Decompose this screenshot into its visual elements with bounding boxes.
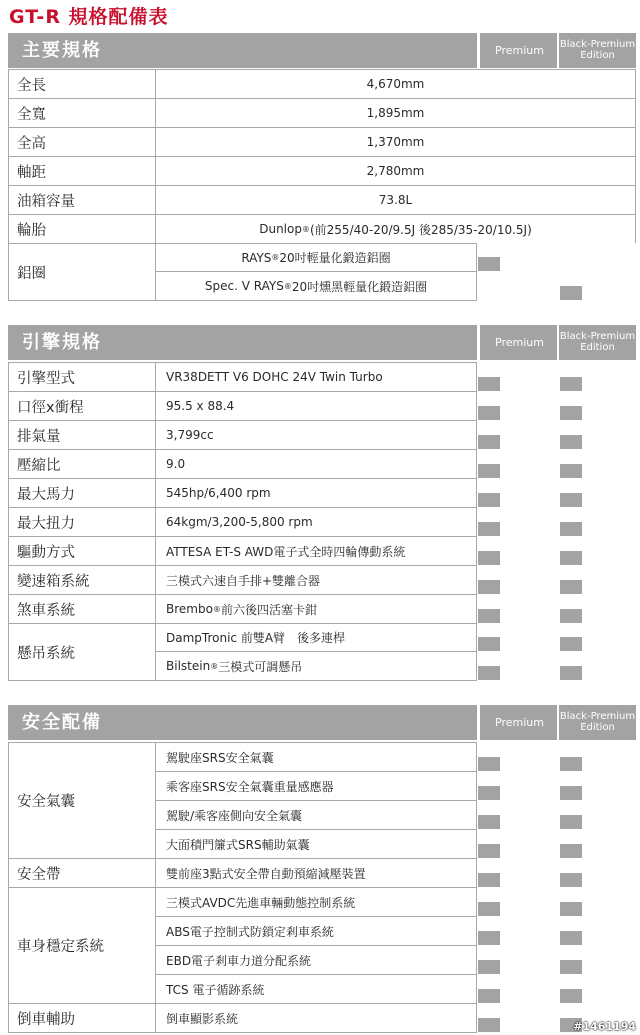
row-value: ATTESA ET-S AWD電子式全時四輪傳動系統 — [155, 536, 477, 565]
row-label: 排氣量 — [8, 420, 155, 449]
black-premium-column-header — [557, 325, 636, 360]
black-premium-cell — [558, 651, 636, 680]
row-value: 三模式六速自手排+雙離合器 — [155, 565, 477, 594]
black-premium-cell — [558, 507, 636, 536]
reverse-assist-group — [8, 1003, 636, 1032]
premium-equipped-marker — [478, 464, 500, 478]
premium-cell — [477, 243, 558, 271]
premium-cell — [477, 1003, 558, 1032]
premium-equipped-marker — [478, 931, 500, 945]
spec-row — [8, 594, 636, 623]
premium-equipped-marker — [478, 551, 500, 565]
spec-row — [8, 449, 636, 478]
premium-equipped-marker — [478, 1018, 500, 1032]
row-label: 軸距 — [8, 156, 155, 185]
black-premium-cell — [558, 478, 636, 507]
premium-equipped-marker — [478, 960, 500, 974]
premium-equipped-marker — [478, 844, 500, 858]
row-value: 9.0 — [155, 449, 477, 478]
row-label: 全高 — [8, 127, 155, 156]
row-value: EBD電子剎車力道分配系統 — [155, 945, 477, 974]
registered-mark: ® — [301, 224, 310, 234]
black-premium-cell — [558, 594, 636, 623]
row-label: 輪胎 — [8, 214, 155, 243]
premium-equipped-marker — [478, 902, 500, 916]
watermark-id: #1461194 — [573, 1020, 636, 1033]
row-value: 545hp/6,400 rpm — [155, 478, 477, 507]
black-premium-equipped-marker — [560, 464, 582, 478]
premium-equipped-marker — [478, 580, 500, 594]
black-premium-equipped-marker — [560, 377, 582, 391]
section-header — [8, 325, 636, 360]
row-value: 64kgm/3,200-5,800 rpm — [155, 507, 477, 536]
row-label: 最大扭力 — [8, 507, 155, 536]
premium-column-header: Premium — [480, 33, 559, 68]
row-value: VR38DETT V6 DOHC 24V Twin Turbo — [155, 362, 477, 391]
row-value: 倒車顯影系統 — [155, 1003, 477, 1032]
section-title: 主要規格 — [8, 33, 477, 68]
row-value: 4,670mm — [155, 69, 636, 98]
row-value — [155, 594, 477, 623]
black-premium-cell — [558, 536, 636, 565]
row-value: 95.5 x 88.4 — [155, 391, 477, 420]
spec-row — [8, 69, 636, 98]
black-premium-cell — [558, 565, 636, 594]
section-header — [8, 705, 636, 740]
black-premium-cell — [558, 945, 636, 974]
registered-mark: ® — [210, 661, 219, 671]
black-premium-cell — [558, 391, 636, 420]
row-value — [155, 271, 477, 300]
premium-cell — [477, 536, 558, 565]
premium-equipped-marker — [478, 435, 500, 449]
premium-cell — [477, 362, 558, 391]
premium-cell — [477, 887, 558, 916]
row-label: 煞車系統 — [8, 594, 155, 623]
row-value: 雙前座3點式安全帶自動預縮減壓裝置 — [155, 858, 477, 887]
row-value: 3,799cc — [155, 420, 477, 449]
row-label: 車身穩定系統 — [8, 887, 155, 1003]
brake-brand: Brembo — [166, 602, 213, 616]
premium-cell — [477, 974, 558, 1003]
black-premium-equipped-marker — [560, 522, 582, 536]
row-label: 引擎型式 — [8, 362, 155, 391]
row-label: 倒車輔助 — [8, 1003, 155, 1032]
page-title: GT-R 規格配備表 — [9, 6, 169, 28]
premium-cell — [477, 478, 558, 507]
row-label: 全長 — [8, 69, 155, 98]
spec-row — [8, 507, 636, 536]
black-premium-cell — [558, 974, 636, 1003]
main-specs-section — [8, 33, 636, 301]
suspension-group — [8, 623, 636, 680]
section-title: 安全配備 — [8, 705, 477, 740]
premium-equipped-marker — [478, 666, 500, 680]
divider — [8, 300, 477, 301]
black-premium-cell — [558, 362, 636, 391]
black-premium-equipped-marker — [560, 406, 582, 420]
spec-row — [8, 185, 636, 214]
row-label: 油箱容量 — [8, 185, 155, 214]
black-premium-equipped-marker — [560, 493, 582, 507]
premium-cell — [477, 916, 558, 945]
wheel-brand: Spec. V RAYS — [204, 279, 284, 293]
spec-row — [8, 536, 636, 565]
black-premium-cell — [558, 916, 636, 945]
premium-equipped-marker — [478, 873, 500, 887]
black-premium-header-line2: Edition — [580, 722, 615, 733]
row-value: DampTronic 前雙A臂 後多連桿 — [155, 623, 477, 651]
premium-equipped-marker — [478, 637, 500, 651]
wheel-brand: RAYS — [241, 250, 272, 265]
premium-equipped-marker — [478, 257, 500, 271]
premium-cell — [477, 594, 558, 623]
row-label: 安全氣囊 — [8, 742, 155, 858]
suspension-detail: 三模式可調懸吊 — [218, 659, 303, 674]
premium-cell — [477, 507, 558, 536]
premium-cell — [477, 420, 558, 449]
registered-mark: ® — [283, 281, 292, 291]
engine-specs-section — [8, 325, 636, 681]
premium-cell — [477, 742, 558, 771]
row-value — [155, 214, 636, 243]
black-premium-equipped-marker — [560, 435, 582, 449]
brake-detail: 前六後四活塞卡鉗 — [220, 602, 317, 617]
black-premium-equipped-marker — [560, 609, 582, 623]
row-value — [155, 651, 477, 680]
black-premium-equipped-marker — [560, 815, 582, 829]
row-value — [155, 243, 477, 271]
premium-equipped-marker — [478, 493, 500, 507]
premium-column-header: Premium — [480, 705, 559, 740]
premium-equipped-marker — [478, 522, 500, 536]
premium-cell — [477, 651, 558, 680]
seatbelt-group — [8, 858, 636, 887]
premium-cell — [477, 623, 558, 651]
airbag-group — [8, 742, 636, 858]
black-premium-column-header — [557, 705, 636, 740]
spec-row — [8, 478, 636, 507]
row-value: 2,780mm — [155, 156, 636, 185]
premium-cell — [477, 565, 558, 594]
premium-equipped-marker — [478, 786, 500, 800]
black-premium-cell — [558, 742, 636, 771]
row-label: 全寬 — [8, 98, 155, 127]
premium-equipped-marker — [478, 757, 500, 771]
black-premium-equipped-marker — [560, 757, 582, 771]
premium-cell — [477, 858, 558, 887]
black-premium-equipped-marker — [560, 286, 582, 300]
row-label: 驅動方式 — [8, 536, 155, 565]
suspension-brand: Bilstein — [166, 659, 211, 673]
row-value: 1,370mm — [155, 127, 636, 156]
premium-cell — [477, 945, 558, 974]
tire-brand: Dunlop — [259, 222, 302, 236]
black-premium-header-line2: Edition — [580, 342, 615, 353]
section-header — [8, 33, 636, 68]
black-premium-equipped-marker — [560, 873, 582, 887]
spec-row — [8, 565, 636, 594]
row-value: 駕駛/乘客座側向安全氣囊 — [155, 800, 477, 829]
spec-row — [8, 98, 636, 127]
premium-equipped-marker — [478, 989, 500, 1003]
black-premium-cell — [558, 271, 636, 300]
premium-equipped-marker — [478, 406, 500, 420]
black-premium-cell — [558, 858, 636, 887]
row-value: 駕駛座SRS安全氣囊 — [155, 742, 477, 771]
black-premium-equipped-marker — [560, 637, 582, 651]
black-premium-equipped-marker — [560, 786, 582, 800]
black-premium-equipped-marker — [560, 844, 582, 858]
row-label: 懸吊系統 — [8, 623, 155, 680]
black-premium-header-line1: Black-Premium — [559, 711, 636, 722]
black-premium-equipped-marker — [560, 580, 582, 594]
premium-equipped-marker — [478, 377, 500, 391]
black-premium-header-line2: Edition — [580, 50, 615, 61]
black-premium-cell — [558, 800, 636, 829]
row-label: 口徑x衝程 — [8, 391, 155, 420]
wheel-detail: 20吋輕量化鍛造鋁圈 — [279, 251, 391, 265]
row-value: 大面積門簾式SRS輔助氣囊 — [155, 829, 477, 858]
premium-cell — [477, 391, 558, 420]
black-premium-cell — [558, 829, 636, 858]
premium-cell — [477, 829, 558, 858]
black-premium-equipped-marker — [560, 989, 582, 1003]
row-label: 最大馬力 — [8, 478, 155, 507]
row-value: 三模式AVDC先進車輛動態控制系統 — [155, 887, 477, 916]
divider — [8, 1032, 477, 1033]
premium-cell — [477, 449, 558, 478]
premium-equipped-marker — [478, 815, 500, 829]
row-value: 1,895mm — [155, 98, 636, 127]
black-premium-header-line1: Black-Premium — [559, 331, 636, 342]
spec-row — [8, 420, 636, 449]
spec-row — [8, 362, 636, 391]
divider — [8, 680, 477, 681]
safety-section — [8, 705, 636, 1035]
black-premium-equipped-marker — [560, 931, 582, 945]
row-value: TCS 電子循跡系統 — [155, 974, 477, 1003]
premium-equipped-marker — [478, 609, 500, 623]
black-premium-cell — [558, 771, 636, 800]
spec-row — [8, 156, 636, 185]
wheel-group — [8, 243, 636, 300]
registered-mark: ® — [212, 604, 221, 614]
row-label: 鋁圈 — [8, 243, 155, 300]
black-premium-cell — [558, 887, 636, 916]
premium-cell — [477, 800, 558, 829]
black-premium-cell — [558, 449, 636, 478]
row-label: 安全帶 — [8, 858, 155, 887]
wheel-detail: 20吋燻黑輕量化鍛造鋁圈 — [291, 279, 428, 294]
stability-group — [8, 887, 636, 1003]
tire-detail: (前255/40-20/9.5J 後285/35-20/10.5J) — [309, 222, 532, 237]
black-premium-cell — [558, 623, 636, 651]
row-value: 乘客座SRS安全氣囊重量感應器 — [155, 771, 477, 800]
row-value: ABS電子控制式防鎖定剎車系統 — [155, 916, 477, 945]
row-label: 壓縮比 — [8, 449, 155, 478]
black-premium-column-header — [557, 33, 636, 68]
premium-cell — [477, 771, 558, 800]
row-label: 變速箱系統 — [8, 565, 155, 594]
spec-row — [8, 214, 636, 243]
premium-column-header: Premium — [480, 325, 559, 360]
spec-row — [8, 127, 636, 156]
black-premium-equipped-marker — [560, 902, 582, 916]
row-value: 73.8L — [155, 185, 636, 214]
black-premium-cell — [558, 420, 636, 449]
black-premium-equipped-marker — [560, 551, 582, 565]
black-premium-equipped-marker — [560, 666, 582, 680]
registered-mark: ® — [271, 253, 280, 262]
black-premium-header-line1: Black-Premium — [559, 39, 636, 50]
black-premium-equipped-marker — [560, 960, 582, 974]
spec-row — [8, 391, 636, 420]
section-title: 引擎規格 — [8, 325, 477, 360]
